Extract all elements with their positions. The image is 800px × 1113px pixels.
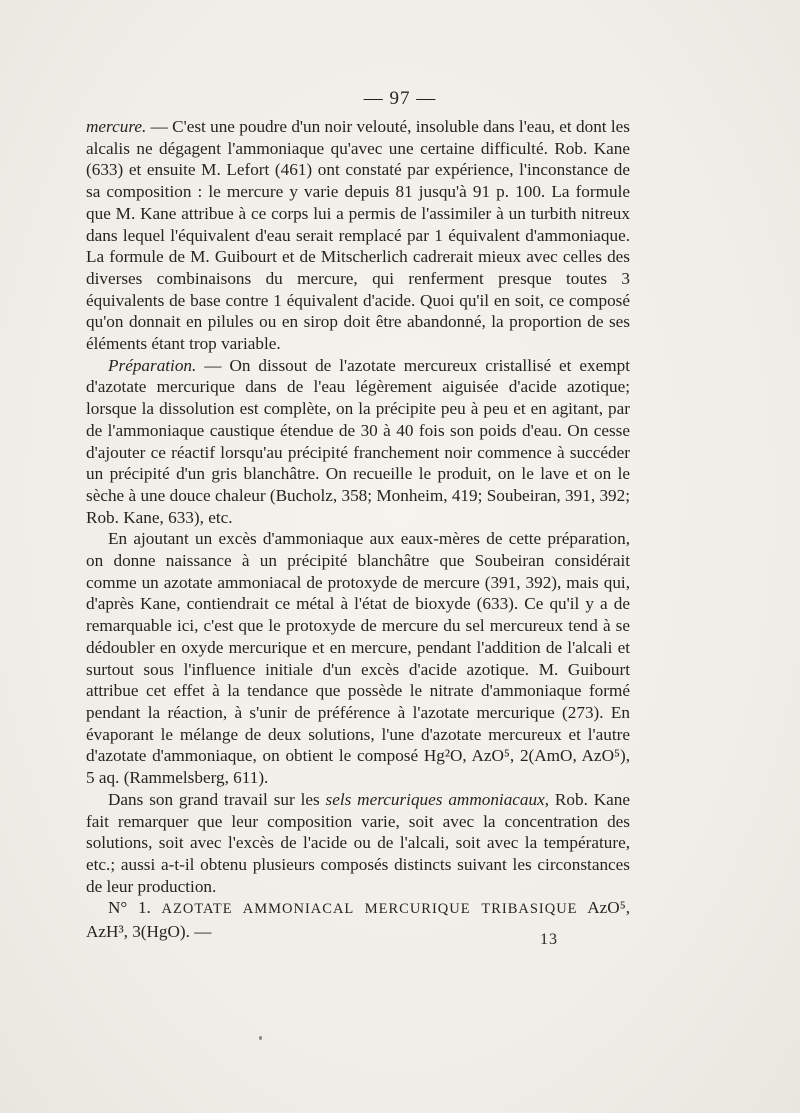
paragraph-3: En ajoutant un excès d'ammoniaque aux eaux-mères de cette préparation, on donne naissance à un précipité blanchâtre que Soubeiran considérait comme un azotate ammoniacal de protoxyde de mercure (391, 392), mais qui, d'après Kane, contiendrait ce métal à l'état de bioxyde (633). Ce qu'il y a de remarquable ici, c'est que le protoxyde de mercure du sel mercureux tend à se dédoubler en oxyde mercurique et en mercure, pendant l'addition de l'alcali et surtout sous l'influence initiale d'un excès d'acide azotique. M. Guibourt attribue cet effet à la tendance que possède le nitrate d'ammoniaque formé pendant la réaction, à s'unir de préférence à l'azotate mercurique (273). En évaporant le mélange de deux solutions, l'une d'azotate mercureux et l'autre d'azotate d'ammoniaque, on obtient le composé Hg²O, AzO⁵, 2(AmO, AzO⁵), 5 aq. (Rammelsberg, 611). [86,529,630,788]
paragraph-1 [86,116,630,355]
section-title: AZOTATE AMMONIACAL MERCURIQUE TRIBASIQUE [161,901,578,918]
paragraph-2-text: — On dissout de l'azotate mercureux cristallisé et exempt d'azotate mercurique dans de l'eau légèrement aiguisée d'acide azotique; lorsque la dissolution est complète, on la précipite peu à peu et en agitant, par de l'ammoniaque caustique étendue de 30 à 40 fois son poids d'eau. On cesse d'ajouter ce réactif lorsqu'au précipité franchement noir commence à succéder un précipité d'un gris blanchâtre. On recueille le produit, on le lave et on le sèche à une douce chaleur (Bucholz, 358; Monheim, 419; Soubeiran, 391, 392; Rob. Kane, 633), etc. [86,355,630,527]
paragraph-1-lead: mercure. [86,117,147,136]
paragraph-2 [86,355,630,529]
signature-mark: 13 [540,931,558,948]
paragraph-1-text: — C'est une poudre d'un noir velouté, insoluble dans l'eau, et dont les alcalis ne dégagent l'ammoniaque qu'avec une certaine difficulté. Rob. Kane (633) et ensuite M. Lefort (461) ont constaté par expérience, l'inconstance de sa composition : le mercure y varie depuis 81 jusqu'à 91 p. 100. La formule que M. Kane attribue à ce corps lui a permis de l'assimiler à un turbith nitreux dans lequel l'équivalent d'eau serait remplacé par 1 équivalent d'ammoniaque. La formule de M. Guibourt et de Mitscherlich cadrerait mieux avec celles des diverses combinaisons du mercure, qui renferment presque toutes 3 équivalents de base contre 1 équivalent d'acide. Quoi qu'il en soit, ce composé qu'on donnait en pilules ou en sirop doit être abandonné, la proportion de ses éléments étant trop variable. [86,117,630,354]
paragraph-4 [86,789,630,898]
section-formula: AzO⁵, AzH³, 3(HgO). — [86,898,630,942]
paragraph-2-lead: Préparation. [108,355,197,375]
paragraph-4-after: , Rob. Kane fait remarquer que leur composition varie, soit avec la concentration des solutions, soit avec l'excès de l'acide ou de l'alcali, soit avec la température, etc.; aussi a-t-il obtenu plusieurs composés distincts suivant les circonstances de leur production. [86,789,630,896]
paper-speck [259,1036,262,1040]
page-number-header: — 97 — [363,88,437,109]
section-number: N° 1. [108,898,151,918]
paragraph-4-emphasis: sels mercuriques ammoniacaux [325,789,545,809]
body-text [86,116,630,943]
paragraph-4-before: Dans son grand travail sur les [108,789,326,809]
